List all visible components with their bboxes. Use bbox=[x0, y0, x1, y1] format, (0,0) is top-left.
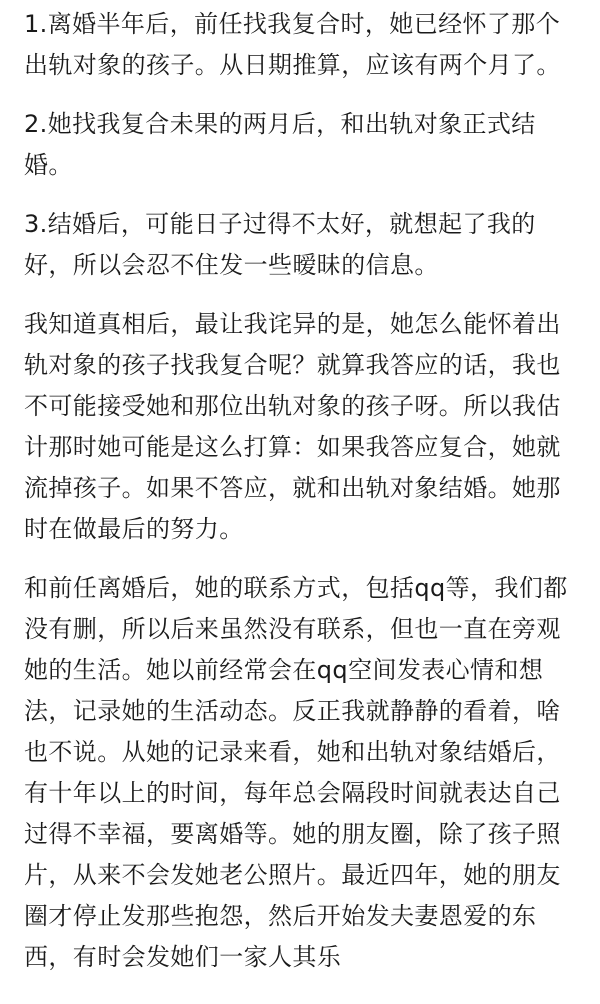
paragraph-observation: 和前任离婚后，她的联系方式，包括qq等，我们都没有删，所以后来虽然没有联系，但也一直在旁观她的生活。她以前经常会在qq空间发表心情和想法，记录她的生活动态。反正我就静静的看着，啥也不说。从她的记录来看，她和出轨对象结婚后，有十年以上的时间，每年总会隔段时间就表达自己过得不幸福，要离婚等。她的朋友圈，除了孩子照片，从来不会发她老公照片。最近四年，她的朋友圈才停止发那些抱怨，然后开始发夫妻恩爱的东西，有时会发她们一家人其乐 bbox=[24, 574, 568, 971]
paragraph-point-2: 2.她找我复合未果的两月后，和出轨对象正式结婚。 bbox=[24, 110, 536, 179]
top-edge-fade bbox=[0, 0, 600, 4]
article-body bbox=[24, 0, 580, 996]
paragraph-point-1: 1.离婚半年后，前任找我复合时，她已经怀了那个出轨对象的孩子。从日期推算，应该有两个月了。 bbox=[24, 10, 561, 79]
paragraph-point-3: 3.结婚后，可能日子过得不太好，就想起了我的好，所以会忍不住发一些暧昧的信息。 bbox=[24, 210, 536, 279]
paragraph-realization: 我知道真相后，最让我诧异的是，她怎么能怀着出轨对象的孩子找我复合呢？就算我答应的话，我也不可能接受她和那位出轨对象的孩子呀。所以我估计那时她可能是这么打算：如果我答应复合，她就流掉孩子。如果不答应，就和出轨对象结婚。她那时在做最后的努力。 bbox=[24, 310, 561, 543]
